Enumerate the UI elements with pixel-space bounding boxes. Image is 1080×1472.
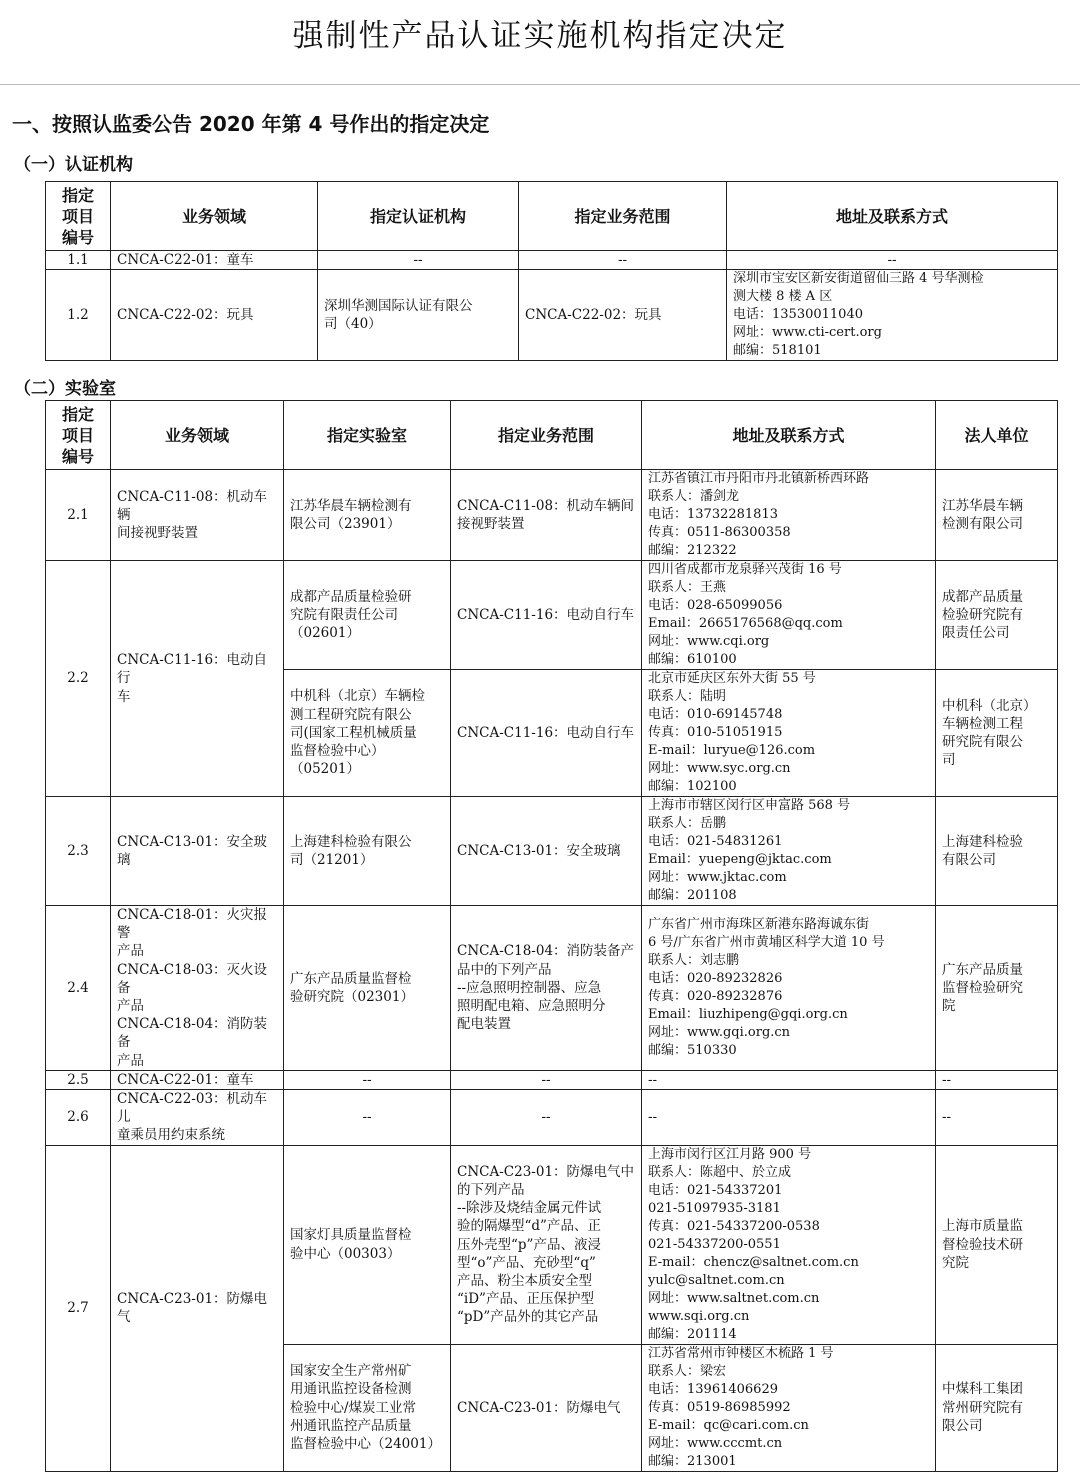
- col-header-cert-body: 指定认证机构: [318, 182, 519, 251]
- table-row: [46, 1070, 1058, 1089]
- lab: 成都产品质量检验研 究院有限责任公司 （02601）: [284, 561, 451, 670]
- field: CNCA-C22-03：机动车儿 童乘员用约束系统: [111, 1090, 284, 1146]
- table-row: [46, 270, 1058, 361]
- table-header-row: [46, 401, 1058, 470]
- field: CNCA-C18-01：火灾报警 产品 CNCA-C18-03：灭火设备 产品 CNCA-C18-04：消防装备 产品: [111, 906, 284, 1071]
- lab: 上海建科检验有限公 司（21201）: [284, 797, 451, 906]
- address: 广东省广州市海珠区新港东路海诚东街 6 号/广东省广州市黄埔区科学大道 10 号 联系人：刘志鹏 电话：020-89232826 传真：020-89232876 Email：liuzhipeng@gqi.org.cn 网址：www.gqi.org.cn 邮编：510330: [642, 906, 936, 1071]
- scope: CNCA-C22-02：玩具: [519, 270, 727, 361]
- field: CNCA-C22-01：童车: [111, 251, 318, 270]
- item-no: 2.5: [46, 1070, 111, 1089]
- item-no: 2.7: [46, 1145, 111, 1471]
- col-header-address: 地址及联系方式: [727, 182, 1058, 251]
- document-title: 强制性产品认证实施机构指定决定: [292, 18, 788, 54]
- field: CNCA-C11-08：机动车辆 间接视野装置: [111, 470, 284, 561]
- address: --: [642, 1070, 936, 1089]
- field: CNCA-C23-01：防爆电气: [111, 1145, 284, 1471]
- table-row: [46, 251, 1058, 270]
- table-row: [46, 470, 1058, 561]
- cert-body: --: [318, 251, 519, 270]
- lab: 江苏华晨车辆检测有 限公司（23901）: [284, 470, 451, 561]
- table-row: [46, 906, 1058, 1071]
- address: 江苏省常州市钟楼区木梳路 1 号 联系人：梁宏 电话：13961406629 传真：0519-86985992 E-mail：qc@cari.com.cn 网址：www.cccmt.cn 邮编：213001: [642, 1344, 936, 1471]
- address: --: [642, 1090, 936, 1146]
- field: CNCA-C22-02：玩具: [111, 270, 318, 361]
- field: CNCA-C22-01：童车: [111, 1070, 284, 1089]
- legal-entity: 中煤科工集团 常州研究院有 限公司: [936, 1344, 1058, 1471]
- scope: --: [451, 1090, 642, 1146]
- table-row: [46, 1090, 1058, 1146]
- lab: 广东产品质量监督检 验研究院（02301）: [284, 906, 451, 1071]
- address: 江苏省镇江市丹阳市丹北镇新桥西环路 联系人：潘剑龙 电话：13732281813 传真：0511-86300358 邮编：212322: [642, 470, 936, 561]
- scope: --: [519, 251, 727, 270]
- cert-body: 深圳华测国际认证有限公 司（40）: [318, 270, 519, 361]
- table-row: [46, 561, 1058, 670]
- legal-entity: 广东产品质量 监督检验研究 院: [936, 906, 1058, 1071]
- scope: CNCA-C13-01：安全玻璃: [451, 797, 642, 906]
- legal-entity: 上海市质量监 督检验技术研 究院: [936, 1145, 1058, 1344]
- subsection-heading-labs: （二）实验室: [14, 379, 116, 399]
- item-no: 2.6: [46, 1090, 111, 1146]
- address: 上海市闵行区江月路 900 号 联系人：陈超中、於立成 电话：021-54337201 021-51097935-3181 传真：021-54337200-0538 021-54337200-0551 E-mail：chencz@saltnet.com.cn yulc@saltnet.com.cn 网址：www.saltnet.com.cn www.sqi.org.cn 邮编：201114: [642, 1145, 936, 1344]
- table-row: [46, 1145, 1058, 1344]
- scope: CNCA-C11-16：电动自行车: [451, 670, 642, 797]
- item-no: 2.2: [46, 561, 111, 797]
- col-header-address: 地址及联系方式: [642, 401, 936, 470]
- col-header-scope: 指定业务范围: [519, 182, 727, 251]
- scope: CNCA-C11-16：电动自行车: [451, 561, 642, 670]
- scope: CNCA-C23-01：防爆电气: [451, 1344, 642, 1471]
- table-row: [46, 797, 1058, 906]
- legal-entity: 成都产品质量 检验研究院有 限责任公司: [936, 561, 1058, 670]
- col-header-field: 业务领域: [111, 401, 284, 470]
- item-no: 2.1: [46, 470, 111, 561]
- lab: --: [284, 1090, 451, 1146]
- field: CNCA-C11-16：电动自行 车: [111, 561, 284, 797]
- col-header-field: 业务领域: [111, 182, 318, 251]
- address: 上海市市辖区闵行区申富路 568 号 联系人：岳鹏 电话：021-54831261 Email：yuepeng@jktac.com 网址：www.jktac.com 邮编：201108: [642, 797, 936, 906]
- address: --: [727, 251, 1058, 270]
- item-no: 1.2: [46, 270, 111, 361]
- section-heading: 一、按照认监委公告 2020 年第 4 号作出的指定决定: [12, 112, 490, 136]
- scope: --: [451, 1070, 642, 1089]
- legal-entity: --: [936, 1070, 1058, 1089]
- col-header-scope: 指定业务范围: [451, 401, 642, 470]
- legal-entity: 上海建科检验 有限公司: [936, 797, 1058, 906]
- lab: --: [284, 1070, 451, 1089]
- field: CNCA-C13-01：安全玻璃: [111, 797, 284, 906]
- address: 四川省成都市龙泉驿兴茂街 16 号 联系人：王燕 电话：028-65099056 Email：2665176568@qq.com 网址：www.cqi.org 邮编：610100: [642, 561, 936, 670]
- lab: 中机科（北京）车辆检 测工程研究院有限公 司(国家工程机械质量 监督检验中心） （05201）: [284, 670, 451, 797]
- lab: 国家灯具质量监督检 验中心（00303）: [284, 1145, 451, 1344]
- scope: CNCA-C11-08：机动车辆间 接视野装置: [451, 470, 642, 561]
- lab: 国家安全生产常州矿 用通讯监控设备检测 检验中心/煤炭工业常 州通讯监控产品质量 监督检验中心（24001）: [284, 1344, 451, 1471]
- item-no: 2.3: [46, 797, 111, 906]
- legal-entity: 江苏华晨车辆 检测有限公司: [936, 470, 1058, 561]
- scope: CNCA-C23-01：防爆电气中 的下列产品 --除涉及烧结金属元件试 验的隔爆型“d”产品、正 压外壳型“p”产品、液浸 型“o”产品、充砂型“q” 产品、粉尘本质安全型 “iD”产品、正压保护型 “pD”产品外的其它产品: [451, 1145, 642, 1344]
- address: 深圳市宝安区新安街道留仙三路 4 号华测检 测大楼 8 楼 A 区 电话：13530011040 网址：www.cti-cert.org 邮编：518101: [727, 270, 1058, 361]
- col-header-legal-entity: 法人单位: [936, 401, 1058, 470]
- col-header-lab: 指定实验室: [284, 401, 451, 470]
- col-header-item-no: 指定 项目 编号: [46, 401, 111, 470]
- legal-entity: 中机科（北京） 车辆检测工程 研究院有限公 司: [936, 670, 1058, 797]
- title-divider: [0, 84, 1080, 85]
- item-no: 2.4: [46, 906, 111, 1071]
- address: 北京市延庆区东外大街 55 号 联系人：陆明 电话：010-69145748 传真：010-51051915 E-mail：luryue@126.com 网址：www.syc.org.cn 邮编：102100: [642, 670, 936, 797]
- table-header-row: [46, 182, 1058, 251]
- cert-bodies-table: [45, 181, 1058, 361]
- legal-entity: --: [936, 1090, 1058, 1146]
- labs-table: [45, 400, 1058, 1472]
- subsection-heading-cert-bodies: （一）认证机构: [14, 155, 133, 175]
- item-no: 1.1: [46, 251, 111, 270]
- scope: CNCA-C18-04：消防装备产 品中的下列产品 --应急照明控制器、应急 照明配电箱、应急照明分 配电装置: [451, 906, 642, 1071]
- col-header-item-no: 指定 项目 编号: [46, 182, 111, 251]
